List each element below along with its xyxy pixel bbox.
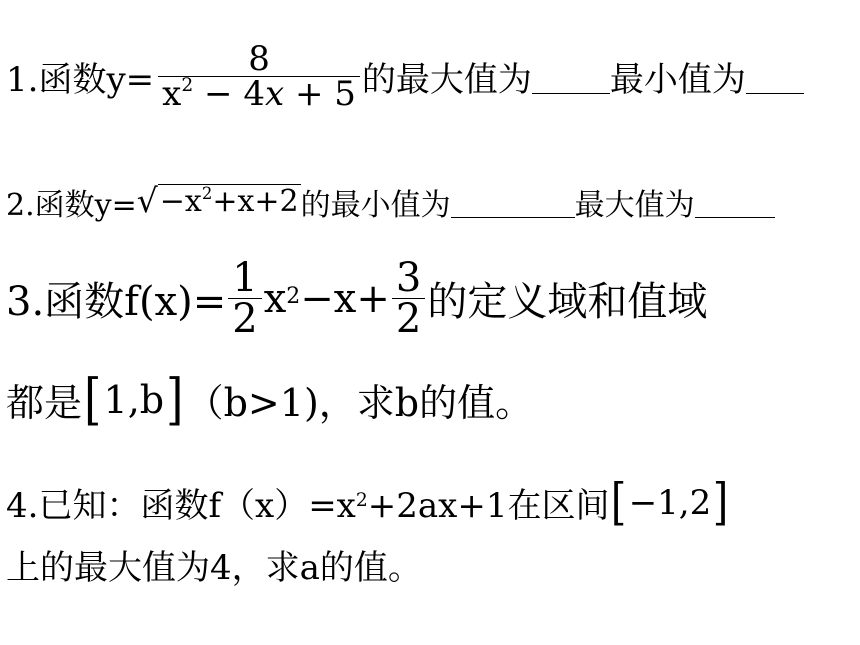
problem-4-prefix: 4.已知：函数f（x）=x [6, 486, 356, 527]
problem-4-line-1: 4.已知：函数f（x）=x 2 +2ax+1在区间 [ −1,2 ] [6, 473, 729, 531]
bracket-close: ] [166, 367, 184, 431]
problem-4-text: 上的最大值为4，求a的值。 [6, 548, 422, 588]
problem-1 [6, 39, 804, 114]
problem-3-interval: 1,b [103, 377, 165, 422]
problem-3-text: 的定义域和值域 [427, 279, 708, 325]
answer-blank [746, 59, 804, 94]
bracket-open: [ [84, 367, 102, 431]
answer-blank [695, 187, 775, 218]
problem-4-rest: +2ax+1在区间 [367, 486, 610, 527]
problem-1-denominator: $x^2 - 4x + 5$ [162, 74, 356, 114]
problem-1-fraction [158, 39, 360, 114]
problem-2 [6, 180, 775, 224]
problem-3-fraction-2: $\frac{3}{2}$ [392, 258, 425, 339]
problem-3-condition: （b>1)，求b的值。 [185, 381, 534, 426]
problem-3-prefix: 3.函数f(x)= [6, 279, 227, 325]
radical-sign-icon: √ [136, 181, 158, 221]
problem-2-text-min: 的最小值为 [300, 188, 451, 223]
problem-1-prefix: 1.函数y= [6, 60, 155, 100]
problem-2-radicand: $-x^2+x+2$ [159, 183, 299, 220]
problem-4-interval: −1,2 [628, 482, 712, 523]
problem-3-fraction-1: $\frac{1}{2}$ [228, 258, 261, 339]
problem-4-line-2 [6, 540, 422, 589]
problem-2-text-max: 最大值为 [574, 188, 695, 223]
problem-3-line-2: 都是 [ 1,b ] （b>1)，求b的值。 [6, 367, 534, 431]
bracket-open: [ [611, 473, 627, 531]
problem-1-text-max: 的最大值为 [361, 60, 532, 100]
problem-1-text-min: 最小值为 [609, 60, 746, 100]
answer-blank [451, 187, 575, 218]
problem-2-sqrt [136, 181, 301, 221]
problem-2-prefix: 2.函数y= [6, 188, 137, 223]
bracket-close: ] [713, 473, 729, 531]
answer-blank [532, 59, 610, 94]
problem-3-line-1: 3.函数f(x)= $\frac{1}{2}$ x 2 −x+ $\frac{3}{2}$ 的定义域和值域 [6, 255, 708, 342]
problem-1-numerator: 8 [248, 39, 270, 79]
